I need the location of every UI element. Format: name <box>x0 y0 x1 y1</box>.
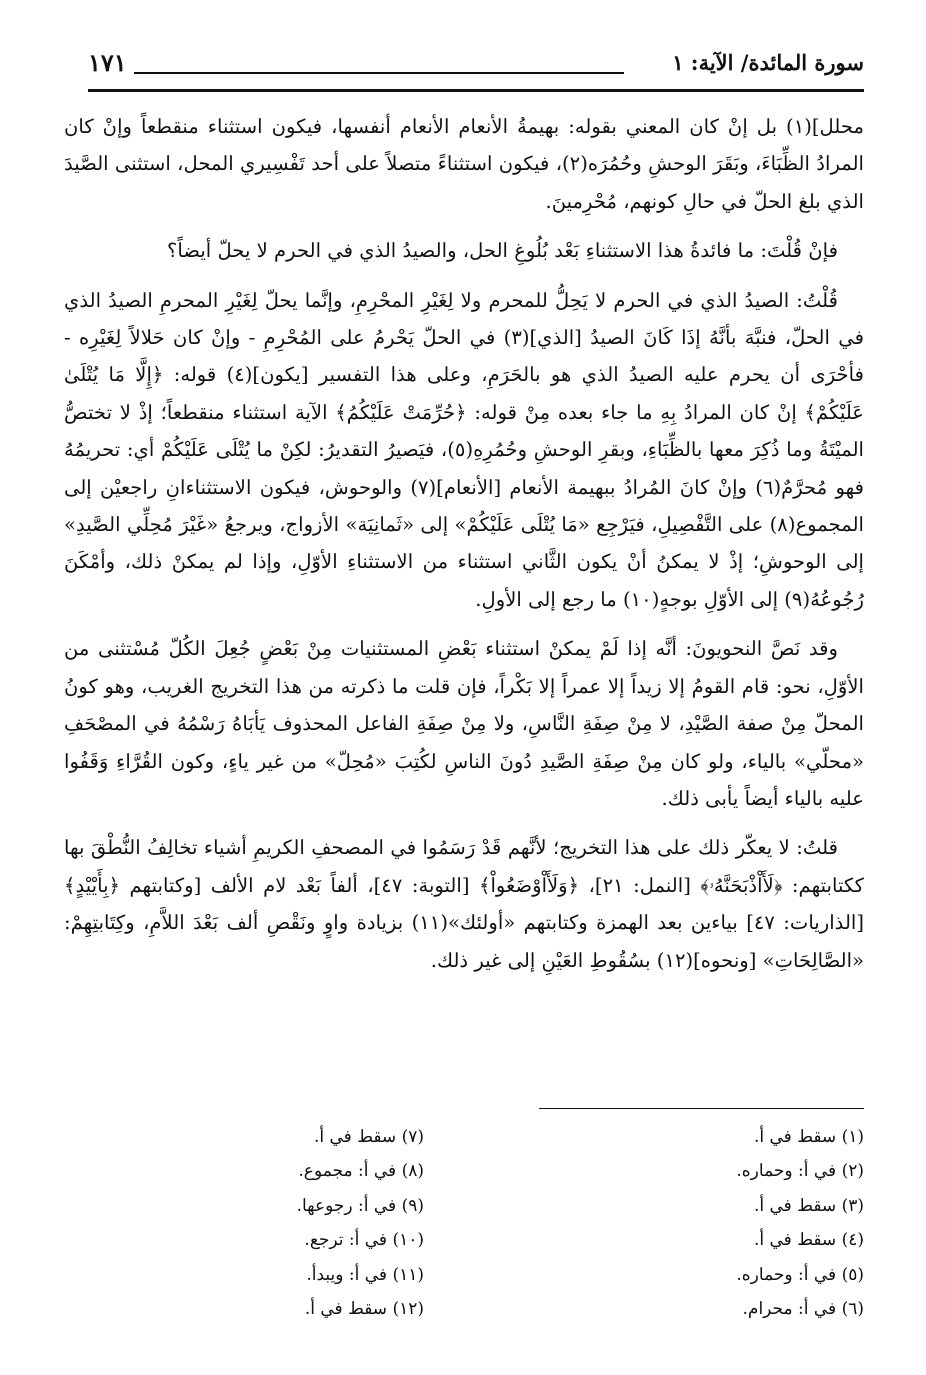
surah-verse-title: سورة المائدة/ الآية: ١ <box>672 50 864 75</box>
footnote: (٦) في أ: محرام. <box>742 1298 864 1319</box>
header-rule <box>88 89 864 92</box>
footnote: (١١) في أ: ويبدأ. <box>306 1264 424 1285</box>
footnotes <box>64 1120 864 1320</box>
page-number: ١٧١ <box>88 48 127 77</box>
footnote: (٢) في أ: وحماره. <box>736 1161 864 1182</box>
footnote: (٧) سقط في أ. <box>313 1127 424 1147</box>
running-header <box>88 46 864 90</box>
paragraph: قلتُ: لا يعكّر ذلك على هذا التخريج؛ لأنَّهم قَدْ رَسَمُوا في المصحفِ الكريمِ أشياء تخالِفُ النُّطْقَ بها ككتابتهم: ﴿لَأَاْذْبَحَنَّهُۥ﴾ [النمل: ٢١]، ﴿وَلَأَاْوْضَعُواْ﴾ [التوبة: ٤٧]، ألفاً بَعْد لام الألف [وكتابتهم ﴿بِأَيْيْدٍ﴾ [الذاريات: ٤٧] بياءين بعد الهمزة وكتابتهم «أولئك»(١١) بزيادة واوٍ ونَقْصِ ألف بَعْدَ اللاَّمِ، وكِتَابتِهِمْ: «الصَّالِحَاتِ» [ونحوه](١٢) بسُقُوطِ العَيْنِ إلى غير ذلك. <box>64 836 865 972</box>
footnote: (٩) في أ: رجوعها. <box>296 1195 424 1216</box>
footnote: (٥) في أ: وحماره. <box>736 1264 864 1285</box>
footnote-separator <box>539 1108 864 1109</box>
footnotes-right-column <box>544 1120 864 1326</box>
footnote: (٣) سقط في أ. <box>753 1195 864 1216</box>
paragraph: فإنْ قُلْتَ: ما فائدةُ هذا الاستثناءِ بَعْد بُلُوغِ الحل، والصيدُ الذي في الحرم لا يحلّ أيضاً؟ <box>166 239 838 263</box>
header-fill-line <box>134 72 624 74</box>
footnote: (٤) سقط في أ. <box>753 1230 864 1251</box>
footnote: (٨) في أ: مجموع. <box>298 1161 424 1182</box>
footnote: (١٠) في أ: ترجع. <box>304 1230 424 1251</box>
paragraph: محلل](١) بل إنْ كان المعني بقوله: بهيمةُ الأنعام الأنعام أنفسها، فيكون استثناء منقطعاً وإنْ كان المرادُ الظِّبَاءَ، وبَقَرَ الوحشِ وحُمُرَه(٢)، فيكون استثناءً متصلاً على أحد تَفْسِيري المحل، استثنى الصَّيدَ الذي بلغ الحلّ في حالِ كونهم، مُحْرِمينَ. <box>64 115 864 213</box>
footnote: (١) سقط في أ. <box>753 1127 864 1147</box>
main-text <box>64 108 864 991</box>
paragraph: وقد نَصَّ النحويونَ: أنَّه إذا لَمْ يمكنْ استثناء بَعْضِ المستثنيات مِنْ بَعْضٍ جُعِلَ الكُلّ مُسْتثنى من الأوّلِ، نحو: قام القومُ إلا زيداً إلا عمراً إلا بَكْراً، فإن قلت ما ذكرته من هذا التخريج الغريب، وهو كونُ المحلّ مِنْ صفة الصَّيْدِ، لا مِنْ صِفَةِ النَّاسِ، ولا مِنْ صِفَةِ الفاعل المحذوف يَأبَاهُ رَسْمُهُ في المصْحَفِ «محلّي» بالياء، ولو كان مِنْ صِفَةِ الصَّيدِ دُونَ الناسِ لكُتِبَ «مُحِلّ» من غير ياءٍ، وكون القُرَّاءِ وَقَفُوا عليه بالياء أيضاً يأبى ذلك. <box>64 637 864 810</box>
paragraph: قُلْتُ: الصيدُ الذي في الحرم لا يَحِلُّ للمحرم ولا لِغَيْرِ المحْرِمِ، وإنَّما يحلّ لِغَيْرِ المحرمِ الصيدُ الذي في الحلّ، فنبَّهَ بأنَّهُ إذَا كَانَ الصيدُ [الذي](٣) في الحلّ يَحْرمُ على المُحْرِمِ - وإنْ كان حَلالاً لِغَيْرِه - فأحْرَى أن يحرم عليه الصيدُ الذي هو بالحَرَمِ، وعلى هذا التفسير [يكون](٤) قوله: ﴿إِلَّا مَا يُتْلَىٰ عَلَيْكُمْ﴾ إنْ كان المرادُ بِهِ ما جاء بعده مِنْ قوله: ﴿حُرِّمَتْ عَلَيْكُمُ﴾ الآية استثناء منقطعاً؛ إذْ لا تختصُّ الميْتَةُ وما ذُكِرَ معها بالظِّبَاءِ، وبقرِ الوحشِ وحُمُرِهِ(٥)، فيَصيرُ التقديرُ: لكِنْ ما يُتْلَى عَلَيْكُمْ أي: تحريمُهُ فهو مُحرَّمٌ(٦) وإنْ كانَ المُرادُ ببهيمة الأنعام [الأنعام](٧) والوحوش، فيكون الاستثناءانِ راجعيْن إلى المجموع(٨) على التَّفْصِيلِ، فيَرْجِع «مَا يُتْلَى عَلَيْكُمْ» إلى «ثَمانِيَة» الأزواج، ويرجعُ «غَيْرَ مُحِلِّي الصَّيدِ» إلى الوحوشِ؛ إذْ لا يمكنُ أنْ يكون الثَّاني استثناء من الاستثناءِ الأوّلِ، وإذا لم يمكنْ ذلك، وأمْكَنَ رُجُوعُهُ(٩) إلى الأوّلِ بوجهٍ(١٠) ما رجع إلى الأولِ. <box>64 288 864 611</box>
footnote: (١٢) سقط في أ. <box>304 1298 424 1319</box>
footnotes-left-column <box>104 1120 424 1326</box>
